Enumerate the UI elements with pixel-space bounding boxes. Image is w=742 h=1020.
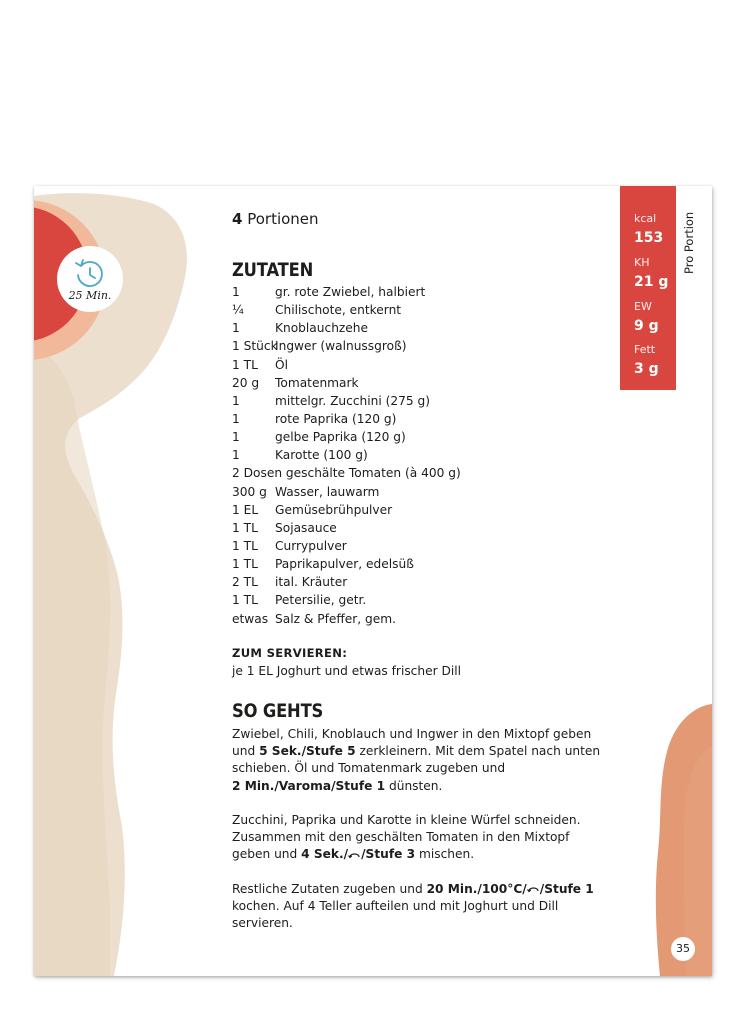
ingredient-quantity: etwas bbox=[232, 611, 269, 626]
step-3 bbox=[232, 881, 592, 933]
ingredient-quantity: 2 TL bbox=[232, 575, 258, 590]
ingredient-quantity: 1 Stück bbox=[232, 339, 278, 354]
ingredient-name: Gemüsebrühpulver bbox=[275, 502, 393, 517]
step-1-line-2a: und bbox=[232, 744, 260, 759]
ingredient-name: gelbe Paprika (120 g) bbox=[275, 430, 406, 445]
ingredient-quantity: 300 g bbox=[232, 484, 267, 499]
ingredient-quantity: 1 bbox=[232, 393, 240, 408]
ingredient-name: Wasser, lauwarm bbox=[275, 484, 380, 499]
ingredient-name: Öl bbox=[275, 357, 288, 372]
steps-heading: SO GEHTS bbox=[232, 700, 324, 722]
step-1-line-4b: dünsten. bbox=[385, 778, 443, 793]
servings-label: Portionen bbox=[247, 210, 319, 228]
ingredient-quantity: 1 bbox=[232, 430, 240, 445]
serving-text: je 1 EL Joghurt und etwas frischer Dill bbox=[232, 664, 462, 678]
nutrition-ew-value: 9 g bbox=[634, 318, 659, 334]
ingredient-quantity: ¼ bbox=[232, 303, 244, 318]
step-2-line-1: Zucchini, Paprika und Karotte in kleine Würfel schneiden. bbox=[232, 813, 581, 827]
per-portion-label: Pro Portion bbox=[682, 211, 696, 274]
step-3-line-1a: Restliche Zutaten zugeben und bbox=[232, 881, 427, 896]
counter-clockwise-arrow-icon bbox=[348, 851, 361, 859]
ingredient-name: Petersilie, getr. bbox=[275, 593, 367, 608]
ingredient-quantity: 1 TL bbox=[232, 593, 258, 608]
page-number: 35 bbox=[671, 937, 695, 961]
ingredient-quantity: 1 bbox=[232, 285, 240, 299]
step-2-line-2: Zusammen mit den geschälten Tomaten in den Mixtopf bbox=[232, 830, 570, 845]
nutrition-kcal-value: 153 bbox=[634, 230, 664, 246]
ingredient-name: rote Paprika (120 g) bbox=[275, 411, 397, 426]
beige-watercolor-edge bbox=[34, 346, 110, 976]
ingredient-name: gr. rote Zwiebel, halbiert bbox=[275, 285, 426, 299]
ingredient-quantity: 1 TL bbox=[232, 538, 258, 553]
ingredient-quantity: 20 g bbox=[232, 375, 260, 390]
step-1-line-1: Zwiebel, Chili, Knoblauch und Ingwer in den Mixtopf geben bbox=[232, 727, 592, 741]
ingredient-quantity: 1 bbox=[232, 321, 240, 336]
ingredient-name: Knoblauchzehe bbox=[275, 321, 369, 336]
nutrition-kcal-label: kcal bbox=[634, 212, 657, 225]
nutrition-panel bbox=[620, 186, 676, 390]
step-2 bbox=[232, 812, 592, 864]
ingredient-name: Sojasauce bbox=[275, 520, 337, 535]
ingredient-quantity: 1 EL bbox=[232, 502, 259, 517]
ingredient-quantity: 1 TL bbox=[232, 557, 258, 572]
step-1 bbox=[232, 726, 601, 795]
ingredients-heading: ZUTATEN bbox=[232, 259, 314, 281]
ingredient-quantity: 1 TL bbox=[232, 520, 258, 535]
ingredient-name: Currypulver bbox=[275, 538, 347, 553]
step-2-line-3a: geben und bbox=[232, 847, 302, 862]
ingredient-name: Chilischote, entkernt bbox=[275, 303, 402, 318]
clock-icon bbox=[72, 257, 108, 291]
ingredient-name: Ingwer (walnussgroß) bbox=[275, 339, 407, 354]
step-1-line-2c: zerkleinern. Mit dem Spatel nach unten bbox=[355, 744, 601, 759]
servings bbox=[232, 210, 319, 228]
step-3-line-3: servieren. bbox=[232, 916, 293, 931]
step-1-setting-2: 2 Min./Varoma/Stufe 1 bbox=[232, 778, 386, 793]
prep-time: 25 Min. bbox=[68, 289, 112, 302]
ingredient-quantity: 1 bbox=[232, 448, 240, 463]
nutrition-kh-value: 21 g bbox=[634, 274, 669, 290]
ingredient-name: Paprikapulver, edelsüß bbox=[275, 557, 414, 572]
step-3-setting-a: 20 Min./100°C/ bbox=[426, 881, 527, 896]
ingredient-name: Karotte (100 g) bbox=[275, 448, 368, 463]
nutrition-kh-label: KH bbox=[634, 256, 650, 269]
step-3-line-2: kochen. Auf 4 Teller aufteilen und mit Joghurt und Dill bbox=[232, 899, 559, 913]
ingredient-name: Salz & Pfeffer, gem. bbox=[275, 611, 397, 626]
ingredient-text: 2 Dosen geschälte Tomaten (à 400 g) bbox=[232, 466, 461, 481]
serving-label: ZUM SERVIEREN: bbox=[232, 646, 348, 660]
servings-count: 4 bbox=[232, 210, 243, 228]
step-1-line-3: schieben. Öl und Tomatenmark zugeben und bbox=[232, 761, 506, 776]
step-2-line-3d: mischen. bbox=[415, 847, 475, 862]
instructions bbox=[232, 726, 601, 950]
step-1-setting: 5 Sek./Stufe 5 bbox=[259, 744, 356, 759]
nutrition-fett-label: Fett bbox=[634, 343, 656, 356]
step-2-setting-b: /Stufe 3 bbox=[361, 847, 416, 862]
nutrition-ew-label: EW bbox=[634, 300, 652, 313]
cookbook-page bbox=[34, 186, 712, 976]
step-2-setting-a: 4 Sek./ bbox=[301, 847, 349, 862]
counter-clockwise-arrow-icon bbox=[527, 885, 540, 893]
time-badge bbox=[57, 246, 123, 312]
ingredient-quantity: 1 TL bbox=[232, 357, 258, 372]
ingredient-quantity: 1 bbox=[232, 411, 240, 426]
step-3-setting-b: /Stufe 1 bbox=[539, 881, 594, 896]
ingredient-name: Tomatenmark bbox=[275, 375, 359, 390]
ingredient-name: ital. Kräuter bbox=[275, 575, 348, 590]
nutrition-fett-value: 3 g bbox=[634, 361, 659, 377]
ingredient-name: mittelgr. Zucchini (275 g) bbox=[275, 393, 431, 408]
